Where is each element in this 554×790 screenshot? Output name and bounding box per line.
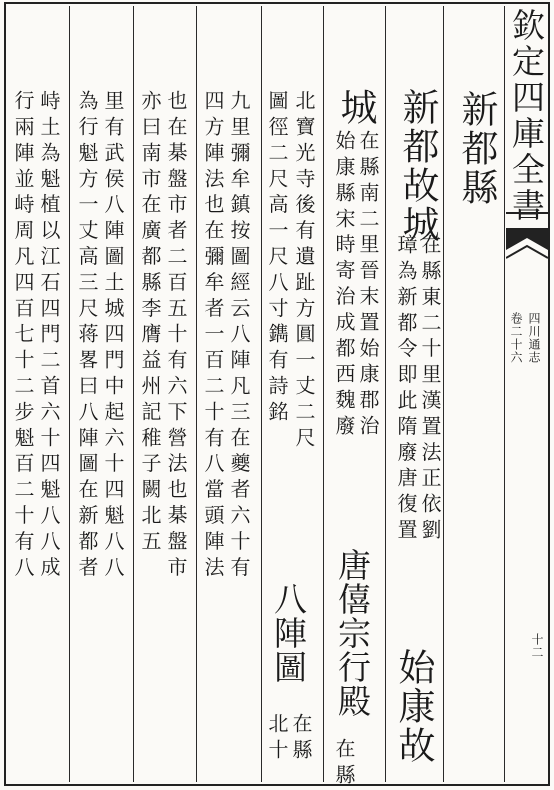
margin-source-title: 四川通志: [527, 312, 541, 364]
margin-page-number: 十二: [530, 633, 544, 659]
column-rule: [443, 6, 444, 782]
fishtail-ornament-icon: [506, 228, 548, 268]
body-text: 里有武侯八陣圖土城四門中起六十四魁八八: [101, 90, 125, 583]
body-text: 四方陣法也在彌牟者一百二十有八當頭陣法: [201, 90, 225, 583]
margin-volume: 卷二十六: [509, 312, 523, 364]
section-heading: 新都縣: [455, 90, 498, 207]
entry-title: 唐僖宗行殿: [333, 548, 372, 718]
column-rule: [69, 6, 70, 782]
entry-title: 城: [334, 88, 377, 127]
body-text: 也在棊盤市者二百五十有六下營法也棊盤市: [164, 90, 188, 583]
body-text: 九里彌牟鎮按圖經云八陣凡三在夔者六十有: [227, 90, 251, 583]
entry-title: 新都故城: [396, 88, 439, 244]
entry-note: 璋為新都令即此隋廢唐復置: [394, 234, 418, 545]
column-rule: [196, 6, 197, 782]
entry-note: 圖徑二尺高一尺八寸鐫有詩銘: [265, 90, 289, 427]
body-text: 亦曰南市在廣都縣李膺益州記稚子闕北五: [138, 90, 162, 557]
column-rule: [385, 6, 386, 782]
entry-note: 在縣: [289, 713, 313, 765]
margin-divider: [506, 212, 548, 214]
entry-note: 始康縣宋時寄治成都西魏廢: [332, 130, 356, 441]
entry-title: 始康故: [392, 648, 435, 765]
column-rule: [323, 6, 324, 782]
body-text: 峙土為魁植以江石四門二首六十四魁八八成: [37, 90, 61, 583]
entry-note: 在縣: [332, 738, 356, 790]
entry-note: 北十: [265, 713, 289, 765]
entry-title: 八陣圖: [269, 582, 308, 684]
column-rule: [261, 6, 262, 782]
entry-note: 在縣南二里晉末置始康郡治: [356, 130, 380, 441]
body-text: 行兩陣並峙周凡四百七十二步魁百二十有八: [11, 90, 35, 583]
column-rule: [504, 6, 505, 782]
column-rule: [133, 6, 134, 782]
entry-note: 北寶光寺後有遺趾方圓一丈二尺: [292, 90, 316, 453]
body-text: 為行魁方一丈高三尺蒋畧曰八陣圖在新都者: [75, 90, 99, 583]
entry-note: 在縣東二十里漢置法正依劉: [418, 234, 442, 545]
book-title: 欽定四庫全書: [507, 8, 546, 224]
